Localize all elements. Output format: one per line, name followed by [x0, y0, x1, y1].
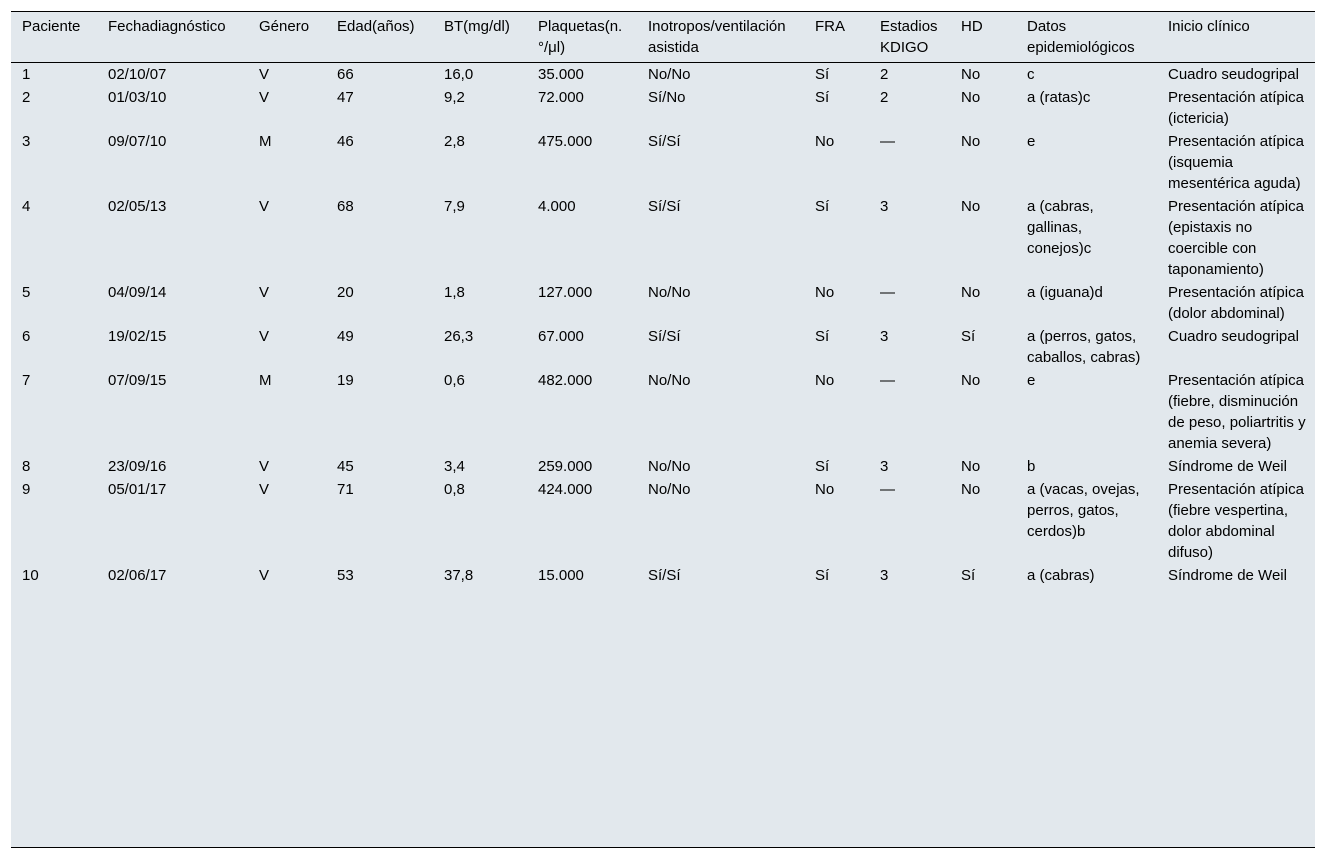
table-cell: 4 [22, 198, 31, 215]
table-cell: Cuadro seudogripal [1168, 328, 1299, 345]
table-cell: 2 [880, 89, 889, 106]
table-cell: Sí/Sí [648, 198, 681, 215]
table-cell: 0,8 [444, 481, 465, 498]
table-cell: No [815, 133, 835, 150]
table-cell: V [259, 458, 270, 475]
header-cell: FRA [804, 12, 869, 63]
table-cell: 3 [880, 198, 889, 215]
table-cell: V [259, 198, 270, 215]
table-cell: 20 [337, 284, 354, 301]
table-cell: No/No [648, 481, 691, 498]
table-cell: 424.000 [538, 481, 593, 498]
table-cell: Cuadro seudogripal [1168, 66, 1299, 83]
table-cell: V [259, 481, 270, 498]
header-cell: Inotropos/ventilación asistida [637, 12, 804, 63]
table-cell: V [259, 89, 270, 106]
table-cell: 9,2 [444, 89, 465, 106]
table-cell: V [259, 328, 270, 345]
table-cell: No/No [648, 372, 691, 389]
table-cell: a (iguana)d [1027, 284, 1103, 301]
table-body [11, 63, 1315, 588]
table-row [11, 369, 1315, 455]
table-cell: a (cabras, gallinas, conejos)c [1027, 198, 1094, 257]
table-cell: 07/09/15 [108, 372, 167, 389]
table-cell: 2 [880, 66, 889, 83]
table-cell: M [259, 133, 272, 150]
table-cell: No [961, 481, 981, 498]
table-cell: 05/01/17 [108, 481, 167, 498]
table-cell: 475.000 [538, 133, 593, 150]
header-cell: Género [248, 12, 326, 63]
table-cell: No [961, 198, 981, 215]
table-cell: Síndrome de Weil [1168, 458, 1287, 475]
table-cell: — [880, 372, 895, 389]
table-cell: Sí/Sí [648, 133, 681, 150]
patients-table-container [11, 11, 1315, 848]
table-cell: 3 [880, 328, 889, 345]
table-cell: 72.000 [538, 89, 584, 106]
table-cell: — [880, 133, 895, 150]
table-cell: M [259, 372, 272, 389]
table-cell: 3 [22, 133, 31, 150]
table-cell: a (ratas)c [1027, 89, 1091, 106]
table-cell: a (cabras) [1027, 567, 1095, 584]
header-cell: HD [950, 12, 1016, 63]
table-row [11, 195, 1315, 281]
table-cell: No/No [648, 284, 691, 301]
table-cell: 6 [22, 328, 31, 345]
table-row [11, 455, 1315, 478]
table-cell: 15.000 [538, 567, 584, 584]
table-cell: Sí [961, 328, 976, 345]
table-cell: 09/07/10 [108, 133, 167, 150]
table-cell: 71 [337, 481, 354, 498]
table-cell: Sí [815, 89, 830, 106]
table-cell: a (vacas, ovejas, perros, gatos, cerdos)b [1027, 481, 1140, 540]
table-cell: No [961, 372, 981, 389]
table-cell: Presentación atípica (ictericia) [1168, 89, 1304, 127]
table-cell: 37,8 [444, 567, 474, 584]
table-cell: 19 [337, 372, 354, 389]
table-cell: 9 [22, 481, 31, 498]
table-cell: 53 [337, 567, 354, 584]
table-cell: 0,6 [444, 372, 465, 389]
table-cell: — [880, 284, 895, 301]
table-cell: V [259, 567, 270, 584]
header-cell: Datos epidemiológicos [1016, 12, 1157, 63]
table-row [11, 63, 1315, 87]
header-cell: Fechadiagnóstico [97, 12, 248, 63]
table-cell: 02/10/07 [108, 66, 167, 83]
table-cell: No [961, 89, 981, 106]
table-cell: 66 [337, 66, 354, 83]
table-cell: 16,0 [444, 66, 474, 83]
table-row [11, 86, 1315, 130]
table-cell: Presentación atípica (fiebre vespertina, dolor abdominal difuso) [1168, 481, 1304, 561]
table-cell: No/No [648, 458, 691, 475]
table-cell: e [1027, 133, 1036, 150]
table-cell: Sí [815, 328, 830, 345]
table-cell: No [815, 372, 835, 389]
table-cell: 01/03/10 [108, 89, 167, 106]
table-cell: Sí/Sí [648, 328, 681, 345]
table-cell: V [259, 284, 270, 301]
table-cell: c [1027, 66, 1035, 83]
table-cell: 7,9 [444, 198, 465, 215]
table-cell: — [880, 481, 895, 498]
table-cell: b [1027, 458, 1036, 475]
table-cell: 2 [22, 89, 31, 106]
table-cell: 1,8 [444, 284, 465, 301]
table-cell: Presentación atípica (epistaxis no coercible con taponamiento) [1168, 198, 1304, 278]
table-cell: 3 [880, 458, 889, 475]
table-row [11, 281, 1315, 325]
table-cell: No [815, 284, 835, 301]
table-cell: Presentación atípica (fiebre, disminución de peso, poliartritis y anemia severa) [1168, 372, 1306, 452]
table-cell: 02/05/13 [108, 198, 167, 215]
table-cell: 02/06/17 [108, 567, 167, 584]
table-cell: 2,8 [444, 133, 465, 150]
table-cell: 35.000 [538, 66, 584, 83]
table-row [11, 325, 1315, 369]
table-cell: 19/02/15 [108, 328, 167, 345]
table-row [11, 564, 1315, 587]
table-cell: 482.000 [538, 372, 593, 389]
table-cell: Sí [815, 567, 830, 584]
table-cell: Sí [815, 198, 830, 215]
table-cell: 5 [22, 284, 31, 301]
table-cell: Síndrome de Weil [1168, 567, 1287, 584]
table-row [11, 130, 1315, 195]
table-cell: 47 [337, 89, 354, 106]
table-cell: No [961, 284, 981, 301]
table-cell: 23/09/16 [108, 458, 167, 475]
table-cell: No/No [648, 66, 691, 83]
table-cell: Presentación atípica (isquemia mesentérica aguda) [1168, 133, 1304, 192]
table-cell: 1 [22, 66, 31, 83]
table-cell: 67.000 [538, 328, 584, 345]
table-cell: Sí/Sí [648, 567, 681, 584]
header-cell: Inicio clínico [1157, 12, 1315, 63]
table-cell: Sí [815, 458, 830, 475]
header-cell: BT(mg/dl) [433, 12, 527, 63]
table-cell: 68 [337, 198, 354, 215]
table-cell: 46 [337, 133, 354, 150]
table-cell: 3,4 [444, 458, 465, 475]
table-cell: V [259, 66, 270, 83]
table-cell: No [961, 66, 981, 83]
table-cell: Presentación atípica (dolor abdominal) [1168, 284, 1304, 322]
table-cell: 259.000 [538, 458, 593, 475]
table-cell: 8 [22, 458, 31, 475]
table-cell: No [961, 458, 981, 475]
table-cell: Sí [815, 66, 830, 83]
table-cell: 10 [22, 567, 39, 584]
table-cell: 04/09/14 [108, 284, 167, 301]
table-cell: 26,3 [444, 328, 474, 345]
table-header [11, 12, 1315, 63]
table-row [11, 478, 1315, 564]
header-cell: Edad(años) [326, 12, 433, 63]
table-cell: 45 [337, 458, 354, 475]
patients-table [11, 12, 1315, 587]
table-cell: 4.000 [538, 198, 576, 215]
table-cell: 7 [22, 372, 31, 389]
table-cell: Sí/No [648, 89, 686, 106]
table-cell: No [815, 481, 835, 498]
table-cell: Sí [961, 567, 976, 584]
header-cell: Plaquetas(n.°/μl) [527, 12, 637, 63]
table-cell: e [1027, 372, 1036, 389]
table-cell: No [961, 133, 981, 150]
table-cell: a (perros, gatos, caballos, cabras) [1027, 328, 1141, 366]
header-cell: Estadios KDIGO [869, 12, 950, 63]
table-cell: 127.000 [538, 284, 593, 301]
header-cell: Paciente [11, 12, 97, 63]
table-cell: 3 [880, 567, 889, 584]
table-cell: 49 [337, 328, 354, 345]
header-row [11, 12, 1315, 63]
